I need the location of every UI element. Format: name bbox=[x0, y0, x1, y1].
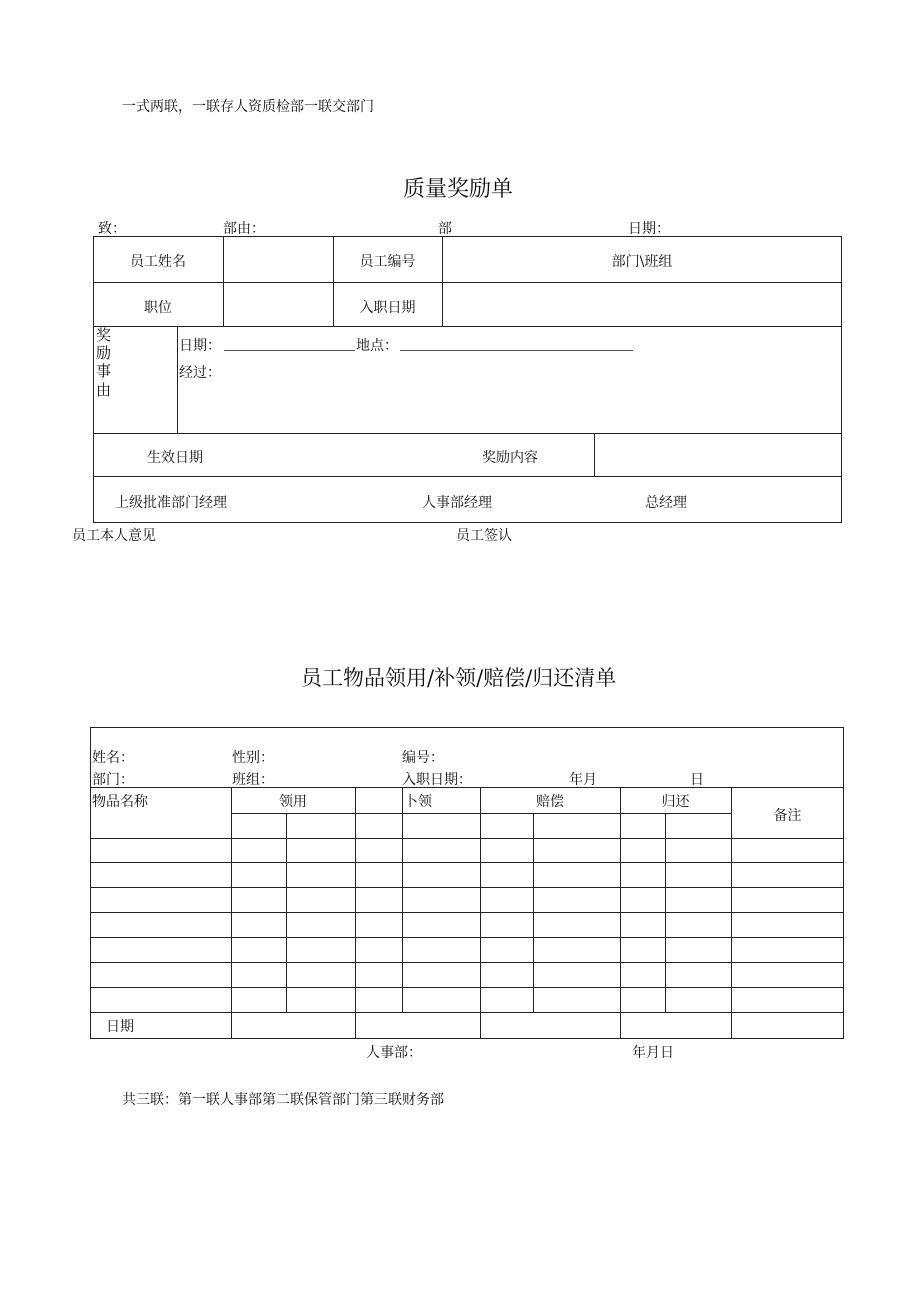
date-row-label: 日期 bbox=[106, 1019, 134, 1035]
info-hire-date-label: 入职日期： bbox=[402, 772, 472, 788]
rule bbox=[231, 813, 731, 814]
rule bbox=[231, 787, 232, 1039]
rule bbox=[620, 787, 621, 1039]
employee-name-field[interactable] bbox=[224, 237, 332, 281]
info-dept-label: 部门： bbox=[92, 772, 134, 788]
header-dept-label: 部 bbox=[438, 221, 452, 237]
hire-date-field[interactable] bbox=[443, 283, 841, 325]
items-form-title: 员工物品领用/补领/赔偿/归还清单 bbox=[301, 666, 617, 690]
rule bbox=[665, 813, 666, 1012]
employee-id-label: 员工编号 bbox=[359, 254, 416, 270]
col-item-name: 物品名称 bbox=[92, 794, 148, 810]
employee-name-label: 员工姓名 bbox=[130, 254, 186, 270]
top-note: 一式两联，一联存人资质检部一联交部门 bbox=[122, 99, 374, 115]
col-compensate: 赔偿 bbox=[536, 794, 564, 810]
info-name-label: 姓名： bbox=[92, 750, 134, 766]
reason-char: 事 bbox=[96, 362, 112, 380]
bottom-note: 共三联：第一联人事部第二联保管部门第三联财务部 bbox=[122, 1092, 444, 1108]
dept-manager-approval-label: 上级批准部门经理 bbox=[115, 495, 227, 511]
reason-char: 励 bbox=[96, 344, 112, 362]
rule bbox=[286, 813, 287, 1012]
col-return: 归还 bbox=[661, 794, 690, 810]
hr-dept-label: 人事部： bbox=[366, 1045, 422, 1061]
reason-date-label: 日期： bbox=[179, 338, 221, 354]
employee-signature-label: 员工签认 bbox=[456, 528, 512, 544]
rule bbox=[533, 813, 534, 1012]
rule bbox=[402, 787, 403, 1012]
reward-form-title: 质量奖励单 bbox=[403, 177, 514, 202]
reason-place-underline[interactable] bbox=[400, 350, 633, 351]
hire-date-label: 入职日期 bbox=[359, 300, 416, 316]
col-reissue: 卜领 bbox=[404, 794, 432, 810]
col-receive: 领用 bbox=[279, 794, 307, 810]
reason-place-label: 地点： bbox=[356, 338, 398, 354]
header-dept-from-label: 部由： bbox=[223, 221, 265, 237]
reason-char: 奖 bbox=[96, 326, 112, 344]
employee-opinion-label: 员工本人意见 bbox=[72, 528, 156, 544]
info-year-month-label: 年月 bbox=[569, 772, 597, 788]
rule bbox=[480, 787, 481, 1039]
info-number-label: 编号： bbox=[402, 750, 444, 766]
info-day-label: 日 bbox=[690, 772, 704, 788]
info-gender-label: 性别： bbox=[232, 750, 274, 766]
year-month-day-label: 年月日 bbox=[632, 1045, 674, 1061]
general-manager-label: 总经理 bbox=[645, 495, 687, 511]
position-label: 职位 bbox=[144, 300, 172, 316]
header-to-label: 致： bbox=[98, 221, 126, 237]
info-team-label: 班组： bbox=[232, 772, 274, 788]
reason-char: 由 bbox=[96, 381, 112, 399]
reason-process-label: 经过： bbox=[179, 365, 221, 381]
effective-date-label: 生效日期 bbox=[147, 450, 203, 466]
reward-content-label: 奖励内容 bbox=[482, 450, 538, 466]
rule bbox=[355, 787, 356, 1039]
reason-date-underline[interactable] bbox=[224, 350, 355, 351]
rule bbox=[93, 326, 842, 327]
rule bbox=[177, 326, 178, 433]
reward-content-field[interactable] bbox=[595, 434, 841, 475]
col-remark: 备注 bbox=[773, 808, 802, 824]
hr-manager-label: 人事部经理 bbox=[422, 495, 492, 511]
header-date-label: 日期： bbox=[628, 221, 670, 237]
dept-team-label[interactable]: 部门\班组 bbox=[611, 254, 673, 270]
position-field[interactable] bbox=[224, 283, 332, 325]
rule bbox=[93, 476, 842, 477]
